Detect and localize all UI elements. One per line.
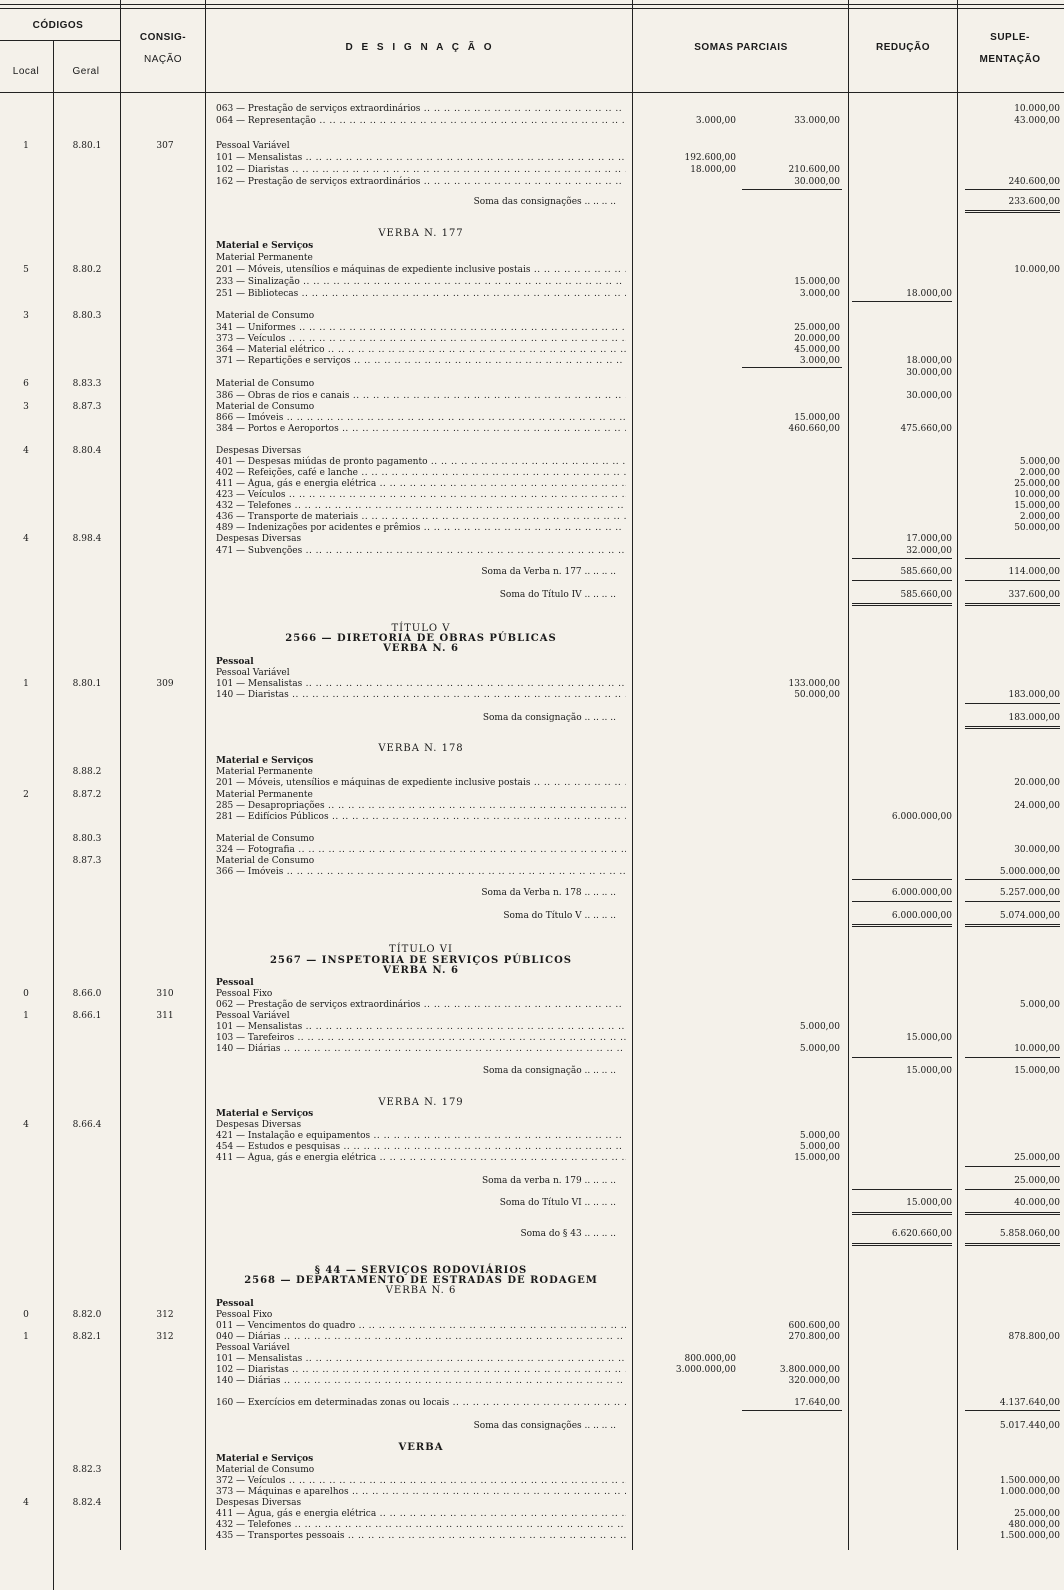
cell-consignacao: 311: [156, 1011, 174, 1021]
cell-suplementacao: 25.000,00: [1014, 1176, 1060, 1186]
table-row: [0, 1065, 1064, 1077]
sum-label: Soma do Título V .. .. .. ..: [503, 911, 616, 921]
sum-label: Soma da consignação .. .. .. ..: [482, 713, 616, 723]
table-row: [0, 1043, 1064, 1055]
cell-designacao: Material e Serviços: [216, 1109, 314, 1119]
section-heading: VERBA N. 6: [383, 643, 459, 654]
sum-label: Soma da consignação .. .. .. ..: [482, 1066, 616, 1076]
cell-designacao: Material e Serviços: [216, 756, 314, 766]
cell-suplementacao: 5.000,00: [1019, 1000, 1060, 1010]
cell-reducao: 18.000,00: [906, 289, 952, 299]
cell-local: 0: [23, 989, 29, 999]
cell-geral: 8.87.3: [72, 402, 102, 412]
cell-designacao: 411 — Água, gás e energia elétrica .. ..: [216, 1152, 626, 1164]
cell-designacao: 421 — Instalação e equipamentos .. ..: [216, 1130, 626, 1142]
table-row: [0, 777, 1064, 789]
table-row: [0, 712, 1064, 724]
cell-local: 3: [23, 402, 29, 412]
table-row: [0, 355, 1064, 367]
table-row: [0, 589, 1064, 601]
sum-label: Soma do Título IV .. .. .. ..: [499, 590, 616, 600]
cell-reducao: 15.000,00: [906, 1198, 952, 1208]
cell-local: 4: [23, 534, 29, 544]
cell-reducao: 32.000,00: [906, 546, 952, 556]
section-heading: 2568 — DEPARTAMENTO DE ESTRADAS DE RODAGEM: [244, 1275, 598, 1286]
cell-designacao: 373 — Veículos .. ..: [216, 333, 626, 345]
table-row: [0, 423, 1064, 435]
table-row: [0, 378, 1064, 390]
cell-geral: 8.82.3: [72, 1465, 102, 1475]
cell-geral: 8.82.0: [72, 1310, 102, 1320]
cell-designacao: Material Permanente: [216, 253, 313, 263]
cell-reducao: 15.000,00: [906, 1033, 952, 1043]
sum-label: Soma da verba n. 179 .. .. .. ..: [481, 1176, 616, 1186]
cell-designacao: 432 — Telefones .. ..: [216, 500, 626, 512]
cell-suplementacao: 50.000,00: [1014, 523, 1060, 533]
section-heading: VERBA N. 6: [383, 965, 459, 976]
cell-suplementacao: 10.000,00: [1014, 1044, 1060, 1054]
cell-designacao: Pessoal: [216, 978, 254, 988]
cell-reducao: 30.000,00: [906, 391, 952, 401]
table-row: [0, 103, 1064, 115]
cell-suplementacao: 10.000,00: [1014, 265, 1060, 275]
cell-designacao: Material e Serviços: [216, 241, 314, 251]
header-suplementacao-2: MENTAÇÃO: [979, 54, 1041, 65]
cell-soma-parcial-2: 5.000,00: [799, 1131, 840, 1141]
cell-designacao: 401 — Despesas miúdas de pronto pagamento .. ..: [216, 456, 626, 468]
cell-designacao: 103 — Tarefeiros .. ..: [216, 1032, 626, 1044]
cell-designacao: 063 — Prestação de serviços extraordinários .. ..: [216, 103, 626, 115]
cell-soma-parcial-1: 3.000.000,00: [675, 1365, 736, 1375]
cell-suplementacao: 25.000,00: [1014, 1509, 1060, 1519]
cell-designacao: 489 — Indenizações por acidentes e prêmios .. ..: [216, 522, 626, 534]
cell-geral: 8.82.1: [72, 1332, 102, 1342]
cell-soma-parcial-2: 600.600,00: [788, 1321, 840, 1331]
header-consignacao-2: NAÇÃO: [143, 54, 183, 65]
cell-designacao: Material de Consumo: [216, 379, 315, 389]
cell-suplementacao: 15.000,00: [1014, 1066, 1060, 1076]
cell-soma-parcial-2: 45.000,00: [794, 345, 840, 355]
sum-label: Soma do Título VI .. .. .. ..: [499, 1198, 616, 1208]
cell-suplementacao: 1.500.000,00: [999, 1531, 1060, 1541]
cell-suplementacao: 43.000,00: [1014, 116, 1060, 126]
table-row: [0, 164, 1064, 176]
cell-geral: 8.80.1: [72, 679, 102, 689]
table-row: [0, 1175, 1064, 1187]
cell-designacao: 435 — Transportes pessoais .. ..: [216, 1530, 626, 1542]
table-row: [0, 1285, 1064, 1297]
cell-geral: 8.80.3: [72, 834, 102, 844]
cell-designacao: 160 — Exercícios em determinadas zonas ou locais .. ..: [216, 1397, 626, 1409]
section-heading: VERBA N. 6: [385, 1285, 457, 1296]
cell-soma-parcial-2: 3.800.000,00: [779, 1365, 840, 1375]
cell-local: 0: [23, 1310, 29, 1320]
cell-designacao: 411 — Água, gás e energia elétrica .. ..: [216, 1508, 626, 1520]
cell-designacao: 101 — Mensalistas .. ..: [216, 152, 626, 164]
cell-soma-parcial-2: 17.640,00: [794, 1398, 840, 1408]
table-row: [0, 140, 1064, 152]
cell-designacao: 102 — Diaristas .. ..: [216, 164, 626, 176]
cell-suplementacao: 183.000,00: [1008, 713, 1060, 723]
cell-suplementacao: 5.000,00: [1019, 457, 1060, 467]
cell-reducao: 475.660,00: [900, 424, 952, 434]
header-codigos: CÓDIGOS: [32, 20, 84, 31]
cell-soma-parcial-2: 30.000,00: [794, 177, 840, 187]
cell-designacao: Material de Consumo: [216, 311, 315, 321]
table-row: [0, 1530, 1064, 1542]
section-heading: TÍTULO VI: [389, 944, 453, 955]
cell-local: 5: [23, 265, 29, 275]
cell-local: 2: [23, 790, 29, 800]
cell-reducao: 585.660,00: [900, 567, 952, 577]
cell-designacao: 372 — Veículos .. ..: [216, 1475, 626, 1487]
section-heading: VERBA: [398, 1442, 444, 1453]
cell-designacao: 411 — Água, gás e energia elétrica .. ..: [216, 478, 626, 490]
cell-suplementacao: 2.000,00: [1019, 512, 1060, 522]
cell-suplementacao: 233.600,00: [1008, 197, 1060, 207]
cell-consignacao: 309: [156, 679, 174, 689]
cell-designacao: 866 — Imóveis .. ..: [216, 412, 626, 424]
table-row: [0, 252, 1064, 264]
section-heading: VERBA N. 177: [378, 228, 464, 239]
cell-reducao: 6.620.660,00: [891, 1229, 952, 1239]
cell-designacao: Pessoal: [216, 657, 254, 667]
cell-geral: 8.80.2: [72, 265, 102, 275]
sum-label: Soma das consignações .. .. .. ..: [473, 197, 616, 207]
cell-designacao: Despesas Diversas: [216, 1120, 302, 1130]
cell-soma-parcial-2: 15.000,00: [794, 413, 840, 423]
cell-soma-parcial-2: 460.660,00: [788, 424, 840, 434]
cell-soma-parcial-1: 800.000,00: [684, 1354, 736, 1364]
cell-designacao: Pessoal Variável: [216, 1343, 290, 1353]
table-row: [0, 310, 1064, 322]
table-row: [0, 1375, 1064, 1387]
cell-designacao: Despesas Diversas: [216, 446, 302, 456]
cell-local: 4: [23, 1120, 29, 1130]
cell-local: 1: [23, 1011, 29, 1021]
cell-reducao: 18.000,00: [906, 356, 952, 366]
cell-suplementacao: 15.000,00: [1014, 501, 1060, 511]
table-row: [0, 1397, 1064, 1409]
cell-reducao: 15.000,00: [906, 1066, 952, 1076]
cell-designacao: 423 — Veículos .. ..: [216, 489, 626, 501]
cell-suplementacao: 5.017.440,00: [999, 1421, 1060, 1431]
table-row: [0, 533, 1064, 545]
cell-reducao: 6.000.000,00: [891, 911, 952, 921]
table-row: [0, 689, 1064, 701]
cell-designacao: 101 — Mensalistas .. ..: [216, 1353, 626, 1365]
cell-soma-parcial-2: 5.000,00: [799, 1022, 840, 1032]
cell-designacao: 140 — Diárias .. ..: [216, 1375, 626, 1387]
section-heading: TÍTULO V: [391, 623, 451, 634]
section-heading: VERBA N. 179: [378, 1097, 464, 1108]
cell-suplementacao: 480.000,00: [1008, 1520, 1060, 1530]
cell-suplementacao: 337.600,00: [1008, 590, 1060, 600]
cell-designacao: Pessoal Variável: [216, 1011, 290, 1021]
cell-soma-parcial-2: 320.000,00: [788, 1376, 840, 1386]
cell-soma-parcial-2: 5.000,00: [799, 1142, 840, 1152]
table-row: [0, 743, 1064, 755]
table-row: [0, 1152, 1064, 1164]
cell-designacao: 281 — Edifícios Públicos .. ..: [216, 811, 626, 823]
cell-designacao: Despesas Diversas: [216, 534, 302, 544]
section-heading: VERBA N. 178: [378, 743, 464, 754]
cell-reducao: 30.000,00: [906, 368, 952, 378]
header-reducao: REDUÇÃO: [875, 42, 931, 53]
table-row: [0, 566, 1064, 578]
cell-designacao: 366 — Imóveis .. ..: [216, 866, 626, 878]
cell-designacao: 386 — Obras de rios e canais .. ..: [216, 390, 626, 402]
sum-label: Soma da Verba n. 178 .. .. .. ..: [481, 888, 616, 898]
table-row: [0, 264, 1064, 276]
header-local: Local: [12, 66, 40, 77]
table-row: [0, 1197, 1064, 1209]
top-rule-thin: [0, 8, 1064, 9]
cell-suplementacao: 5.074.000,00: [999, 911, 1060, 921]
cell-soma-parcial-2: 15.000,00: [794, 277, 840, 287]
cell-consignacao: 310: [156, 989, 174, 999]
cell-local: 3: [23, 311, 29, 321]
cell-soma-parcial-2: 25.000,00: [794, 323, 840, 333]
cell-designacao: 402 — Refeições, café e lanche .. ..: [216, 467, 626, 479]
cell-designacao: Material Permanente: [216, 790, 313, 800]
cell-soma-parcial-2: 133.000,00: [788, 679, 840, 689]
cell-reducao: 585.660,00: [900, 590, 952, 600]
cell-suplementacao: 25.000,00: [1014, 1153, 1060, 1163]
header-consignacao-1: CONSIG-: [139, 32, 187, 43]
cell-geral: 8.83.3: [72, 379, 102, 389]
cell-designacao: 371 — Repartições e serviços .. ..: [216, 355, 626, 367]
table-row: [0, 643, 1064, 655]
cell-suplementacao: 5.257.000,00: [999, 888, 1060, 898]
cell-suplementacao: 20.000,00: [1014, 778, 1060, 788]
top-rule: [0, 4, 1064, 5]
cell-consignacao: 307: [156, 141, 174, 151]
sum-label: Soma das consignações .. .. .. ..: [473, 1421, 616, 1431]
cell-designacao: 384 — Portos e Aeroportos .. ..: [216, 423, 626, 435]
cell-designacao: Material de Consumo: [216, 1465, 315, 1475]
cell-designacao: Pessoal Fixo: [216, 989, 273, 999]
sum-label: Soma da Verba n. 177 .. .. .. ..: [481, 567, 616, 577]
cell-local: 1: [23, 679, 29, 689]
cell-geral: 8.82.4: [72, 1498, 102, 1508]
cell-designacao: 011 — Vencimentos do quadro .. ..: [216, 1320, 626, 1332]
header-geral: Geral: [72, 66, 100, 77]
cell-designacao: Pessoal: [216, 1299, 254, 1309]
cell-soma-parcial-2: 33.000,00: [794, 116, 840, 126]
cell-local: 4: [23, 1498, 29, 1508]
codigos-rule: [0, 40, 120, 41]
section-heading: § 44 — SERVIÇOS RODOVIÁRIOS: [314, 1265, 528, 1276]
cell-suplementacao: 5.858.060,00: [999, 1229, 1060, 1239]
cell-designacao: 201 — Móveis, utensílios e máquinas de expediente inclusive postais .. ..: [216, 264, 626, 276]
table-row: [0, 1228, 1064, 1240]
cell-designacao: 140 — Diaristas .. ..: [216, 689, 626, 701]
cell-designacao: 471 — Subvenções .. ..: [216, 545, 626, 557]
cell-soma-parcial-2: 15.000,00: [794, 1153, 840, 1163]
table-row: [0, 196, 1064, 208]
header-designacao: D E S I G N A Ç Ã O: [345, 42, 495, 53]
cell-geral: 8.87.3: [72, 856, 102, 866]
cell-soma-parcial-1: 18.000,00: [690, 165, 736, 175]
table-row: [0, 1420, 1064, 1432]
cell-designacao: 101 — Mensalistas .. ..: [216, 678, 626, 690]
cell-designacao: Material de Consumo: [216, 834, 315, 844]
cell-designacao: 364 — Material elétrico .. ..: [216, 344, 626, 356]
table-row: [0, 288, 1064, 300]
cell-designacao: 341 — Uniformes .. ..: [216, 322, 626, 334]
cell-local: 4: [23, 446, 29, 456]
cell-designacao: 201 — Móveis, utensílios e máquinas de expediente inclusive postais .. ..: [216, 777, 626, 789]
table-row: [0, 887, 1064, 899]
cell-suplementacao: 2.000,00: [1019, 468, 1060, 478]
cell-designacao: Material de Consumo: [216, 856, 315, 866]
cell-geral: 8.66.4: [72, 1120, 102, 1130]
cell-designacao: 064 — Representação .. ..: [216, 115, 626, 127]
cell-local: 1: [23, 141, 29, 151]
table-row: [0, 228, 1064, 240]
section-heading: 2567 — INSPETORIA DE SERVIÇOS PÚBLICOS: [269, 955, 573, 966]
cell-designacao: 436 — Transporte de materiais .. ..: [216, 511, 626, 523]
cell-geral: 8.80.3: [72, 311, 102, 321]
cell-designacao: 140 — Diárias .. ..: [216, 1043, 626, 1055]
cell-geral: 8.80.4: [72, 446, 102, 456]
cell-soma-parcial-2: 20.000,00: [794, 334, 840, 344]
table-row: [0, 866, 1064, 878]
cell-designacao: 062 — Prestação de serviços extraordinários .. ..: [216, 999, 626, 1011]
cell-geral: 8.66.1: [72, 1011, 102, 1021]
cell-designacao: Material de Consumo: [216, 402, 315, 412]
cell-suplementacao: 114.000,00: [1008, 567, 1060, 577]
table-row: [0, 910, 1064, 922]
cell-suplementacao: 40.000,00: [1014, 1198, 1060, 1208]
table-row: [0, 811, 1064, 823]
cell-designacao: 040 — Diárias .. ..: [216, 1331, 626, 1343]
cell-suplementacao: 10.000,00: [1014, 104, 1060, 114]
sum-label: Soma do § 43 .. .. .. ..: [520, 1229, 616, 1239]
cell-reducao: 17.000,00: [906, 534, 952, 544]
cell-local: 6: [23, 379, 29, 389]
cell-designacao: 233 — Sinalização .. ..: [216, 276, 626, 288]
cell-suplementacao: 30.000,00: [1014, 845, 1060, 855]
cell-designacao: 101 — Mensalistas .. ..: [216, 1021, 626, 1033]
cell-designacao: 373 — Máquinas e aparelhos .. ..: [216, 1486, 626, 1498]
table-row: [0, 965, 1064, 977]
cell-designacao: Pessoal Variável: [216, 141, 290, 151]
cell-designacao: 432 — Telefones .. ..: [216, 1519, 626, 1531]
cell-suplementacao: 25.000,00: [1014, 479, 1060, 489]
cell-geral: 8.88.2: [72, 767, 102, 777]
cell-geral: 8.80.1: [72, 141, 102, 151]
cell-soma-parcial-2: 3.000,00: [799, 289, 840, 299]
cell-soma-parcial-2: 210.600,00: [788, 165, 840, 175]
cell-suplementacao: 878.800,00: [1008, 1332, 1060, 1342]
cell-suplementacao: 1.500.000,00: [999, 1476, 1060, 1486]
cell-suplementacao: 240.600,00: [1008, 177, 1060, 187]
cell-designacao: 251 — Bibliotecas .. ..: [216, 288, 626, 300]
cell-soma-parcial-2: 3.000,00: [799, 356, 840, 366]
header-suplementacao-1: SUPLE-: [990, 32, 1030, 43]
cell-soma-parcial-2: 270.800,00: [788, 1332, 840, 1342]
cell-suplementacao: 24.000,00: [1014, 801, 1060, 811]
cell-soma-parcial-2: 5.000,00: [799, 1044, 840, 1054]
table-row: [0, 115, 1064, 127]
cell-designacao: 102 — Diaristas .. ..: [216, 1364, 626, 1376]
table-row: [0, 152, 1064, 164]
cell-geral: 8.98.4: [72, 534, 102, 544]
cell-local: 1: [23, 1332, 29, 1342]
cell-designacao: Material Permanente: [216, 767, 313, 777]
cell-suplementacao: 4.137.640,00: [999, 1398, 1060, 1408]
header-somas-parciais: SOMAS PARCIAIS: [694, 42, 788, 53]
section-heading: 2566 — DIRETORIA DE OBRAS PÚBLICAS: [285, 633, 557, 644]
table-row: [0, 240, 1064, 252]
cell-consignacao: 312: [156, 1332, 174, 1342]
cell-reducao: 6.000.000,00: [891, 812, 952, 822]
cell-geral: 8.66.0: [72, 989, 102, 999]
cell-designacao: Pessoal Variável: [216, 668, 290, 678]
cell-suplementacao: 10.000,00: [1014, 490, 1060, 500]
cell-designacao: Despesas Diversas: [216, 1498, 302, 1508]
cell-designacao: Material e Serviços: [216, 1454, 314, 1464]
cell-suplementacao: 183.000,00: [1008, 690, 1060, 700]
table-row: [0, 276, 1064, 288]
cell-suplementacao: 1.000.000,00: [999, 1487, 1060, 1497]
cell-suplementacao: 5.000.000,00: [999, 867, 1060, 877]
header-bottom-rule: [0, 92, 1064, 93]
table-row: [0, 176, 1064, 188]
table-row: [0, 545, 1064, 557]
cell-designacao: 285 — Desapropriações .. ..: [216, 800, 626, 812]
cell-soma-parcial-1: 3.000,00: [695, 116, 736, 126]
cell-designacao: 454 — Estudos e pesquisas .. ..: [216, 1141, 626, 1153]
cell-soma-parcial-1: 192.600,00: [684, 153, 736, 163]
cell-soma-parcial-2: 50.000,00: [794, 690, 840, 700]
cell-reducao: 6.000.000,00: [891, 888, 952, 898]
cell-consignacao: 312: [156, 1310, 174, 1320]
cell-designacao: 324 — Fotografia .. ..: [216, 844, 626, 856]
cell-designacao: 162 — Prestação de serviços extraordinários .. ..: [216, 176, 626, 188]
cell-designacao: Pessoal Fixo: [216, 1310, 273, 1320]
cell-geral: 8.87.2: [72, 790, 102, 800]
